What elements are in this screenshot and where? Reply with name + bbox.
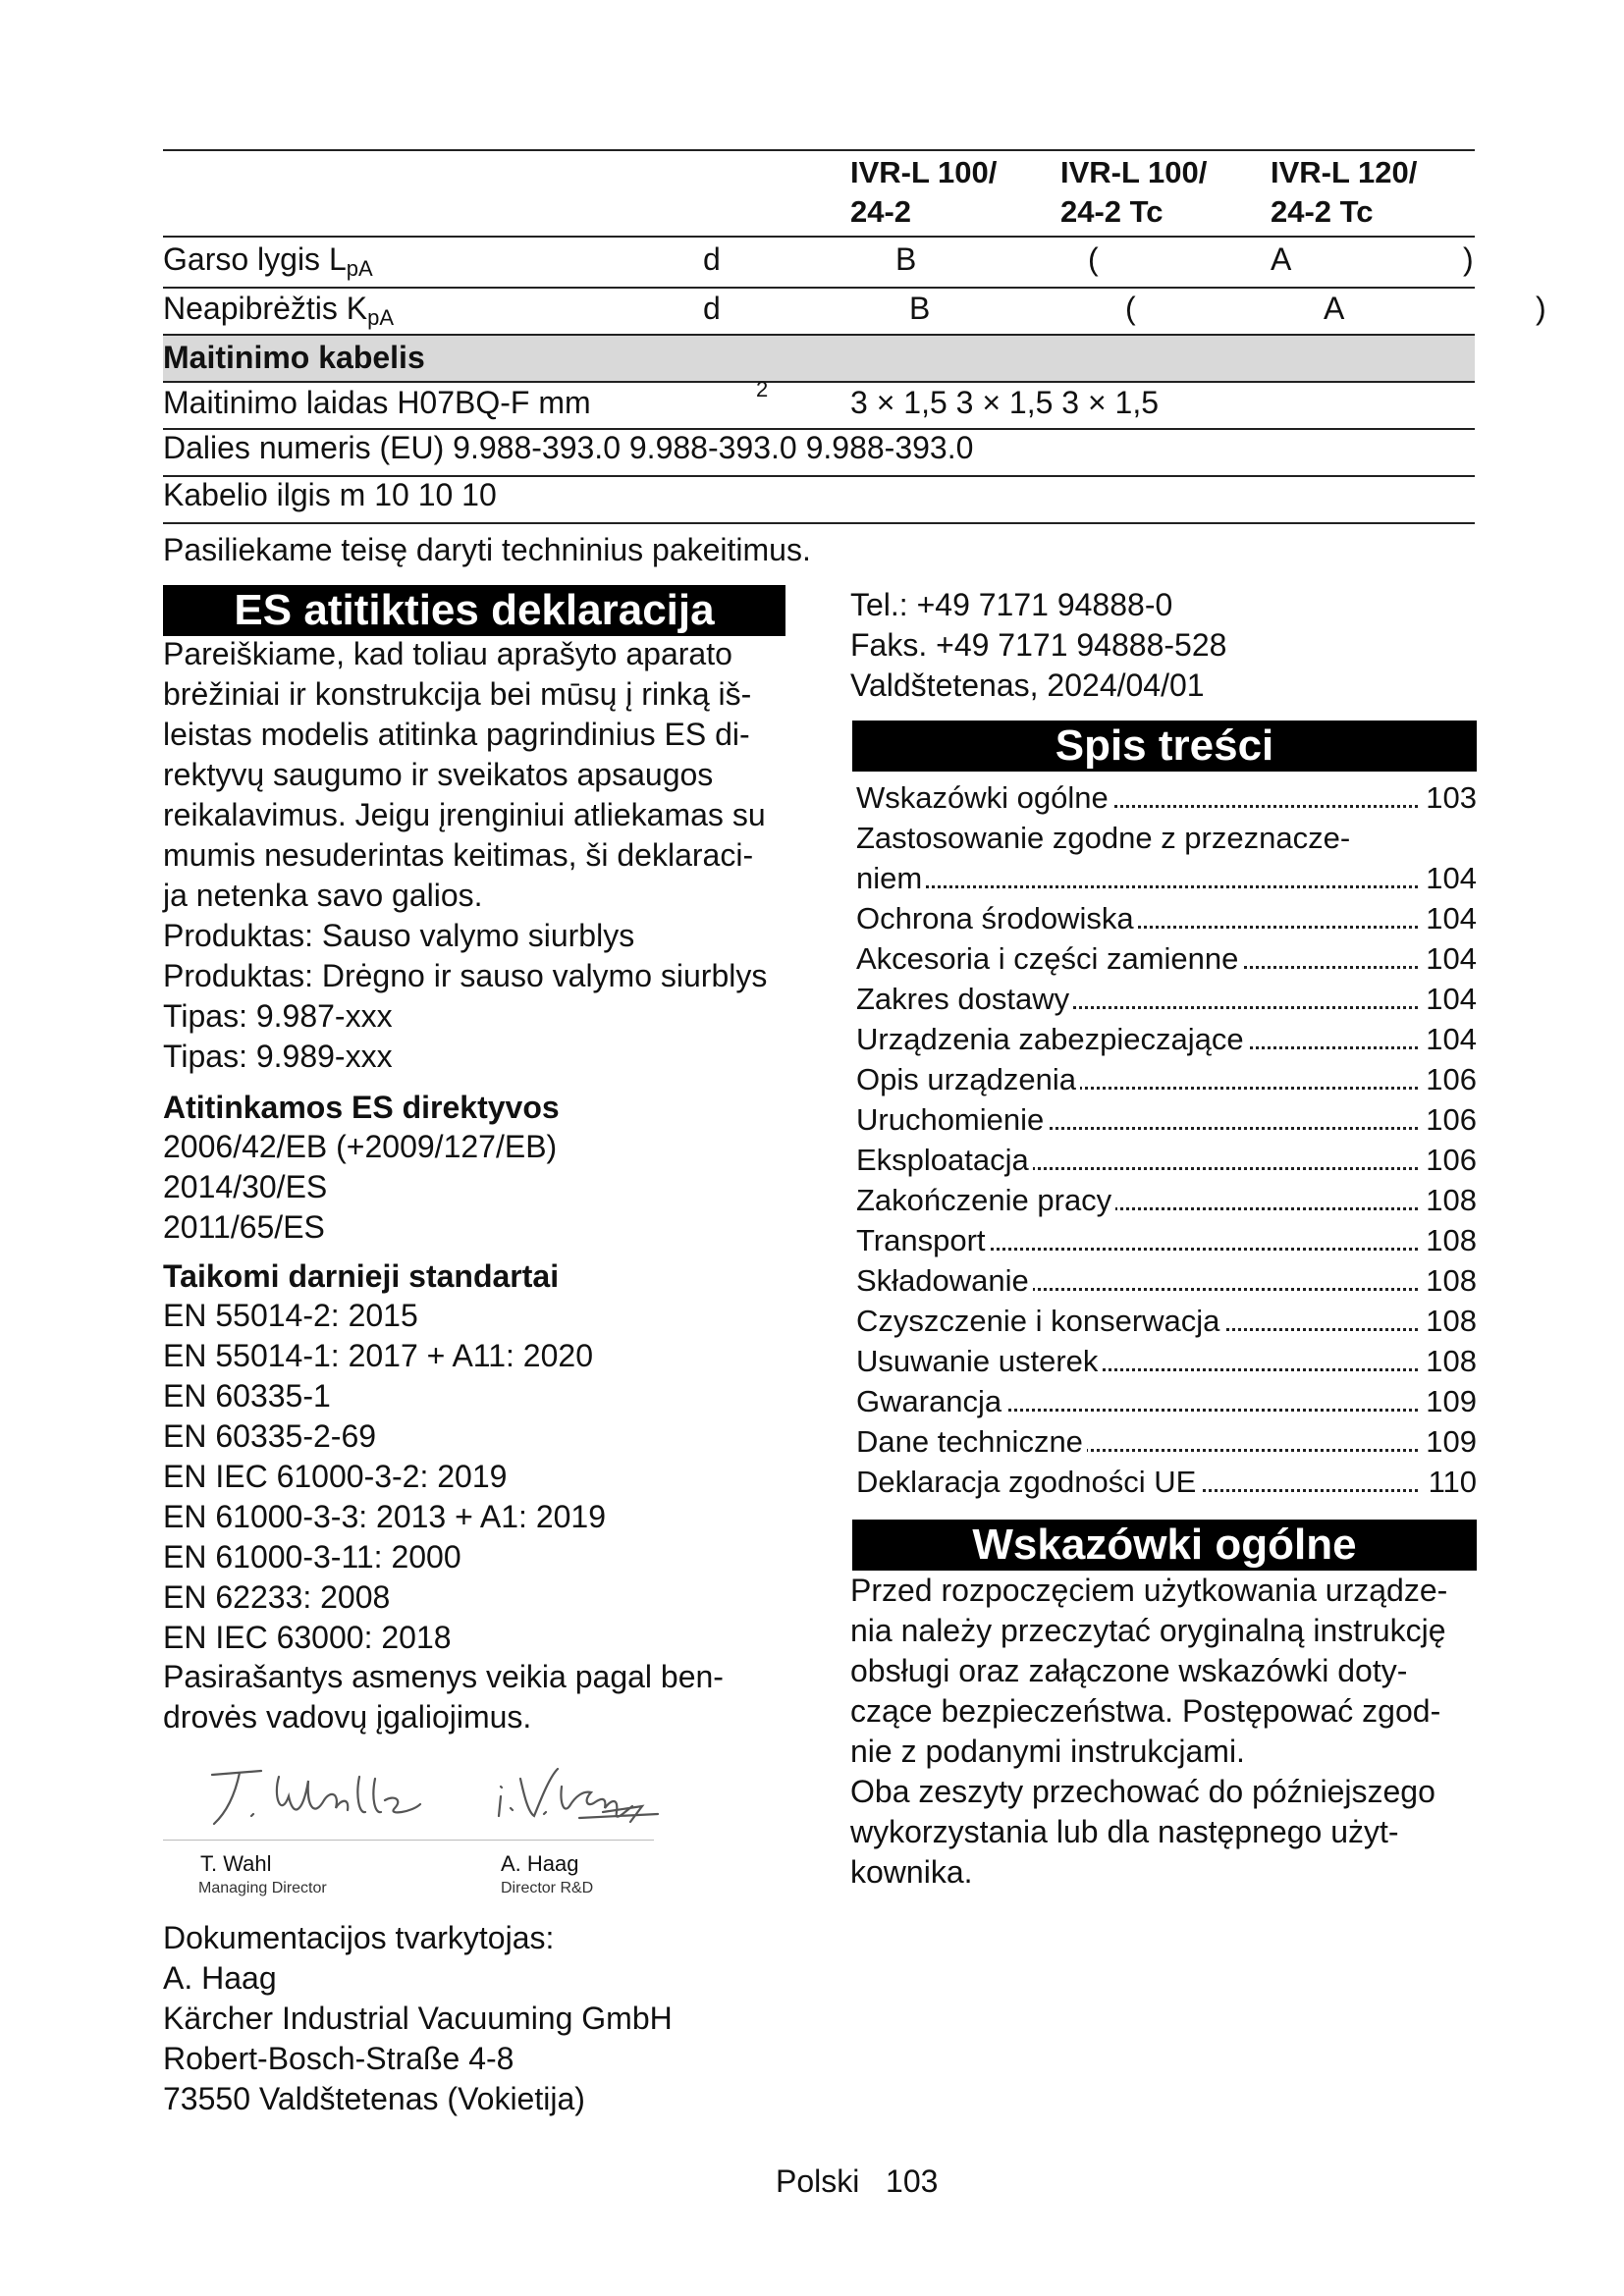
table-cell: 3 × 1,5 3 × 1,5 3 × 1,5 (850, 385, 1160, 420)
table-cell: ( (1088, 241, 1099, 277)
signature-haag (485, 1757, 681, 1836)
table-superscript: 2 (756, 377, 769, 401)
column-header-3: IVR-L 120/ 24-2 Tc (1271, 155, 1418, 229)
signer-title: Managing Director (198, 1880, 327, 1896)
table-section-title: Maitinimo kabelis (163, 340, 425, 375)
signer-name: T. Wahl (200, 1851, 272, 1876)
toc-entry[interactable]: Opis urządzenia 106 (856, 1059, 1477, 1099)
toc-entry[interactable]: Deklaracja zgodności UE 110 (856, 1462, 1477, 1502)
table-row-label: Garso lygis $L_{pA}$ (163, 241, 373, 281)
signer-title: Director R&D (501, 1880, 594, 1896)
table-row: Kabelio ilgis m 10 10 10 (163, 477, 497, 512)
directives-list: 2006/42/EB (+2009/127/EB) 2014/30/ES 2011/65/ES (163, 1129, 558, 1245)
declaration-title: ES atitikties deklaracija (163, 585, 785, 636)
signers-note: Pasirašantys asmenys veikia pagal ben- drovės vadovų įgaliojimus. (163, 1659, 724, 1735)
toc-entry[interactable]: Dane techniczne 109 (856, 1421, 1477, 1462)
table-cell: A (1271, 241, 1292, 277)
contact-info: Tel.: +49 7171 94888-0 Faks. +49 7171 94888-528 Valdštetenas, 2024/04/01 (850, 587, 1227, 703)
toc-entry[interactable]: Transport 108 (856, 1220, 1477, 1260)
toc-entry[interactable]: Składowanie 108 (856, 1260, 1477, 1301)
toc-entry[interactable]: Zakres dostawy 104 (856, 979, 1477, 1019)
toc-entry[interactable]: Urządzenia zabezpieczające 104 (856, 1019, 1477, 1059)
signer-name: A. Haag (501, 1851, 579, 1876)
toc-entry[interactable]: Ochrona środowiska 104 (856, 898, 1477, 938)
footer-language: Polski (776, 2163, 860, 2199)
toc-title: Spis treści (852, 721, 1477, 772)
column-header-2: IVR-L 100/ 24-2 Tc (1060, 155, 1208, 229)
table-bottom-rule (163, 522, 1475, 524)
general-notes-text: Przed rozpoczęciem użytkowania urządze- nia należy przeczytać oryginalną instrukcję obsługi oraz załączone wskazówki doty- czące bezpieczeństwa. Postępować zgod- nie z podanymi instrukcjami. Oba zeszyty przechować do późniejszego wykorzystania lub dla następnego użyt- kownika. (850, 1573, 1448, 1890)
toc-entry[interactable]: Zakończenie pracy 108 (856, 1180, 1477, 1220)
column-header-1: IVR-L 100/ 24-2 (850, 155, 998, 229)
declaration-intro: Pareiškiame, kad toliau aprašyto aparato brėžiniai ir konstrukcija bei mūsų į rinką iš- leistas modelis atitinka pagrindinius ES di- rektyvų saugumo ir sveikatos apsaugos reikalavimus. Jeigu įrenginiui atliekamas su mumis nesuderintas keitimas, ši deklaraci- ja netenka savo galios. Produktas: Sauso valymo siurblys Produktas: Drėgno ir sauso valymo siurblys Tipas: 9.987-xxx Tipas: 9.989-xxx (163, 636, 768, 1074)
table-cell: ) (1463, 241, 1474, 277)
page-number: 103 (886, 2163, 939, 2199)
toc-entry[interactable]: Uruchomienie 106 (856, 1099, 1477, 1140)
page-footer (776, 2162, 938, 2202)
table-rule (163, 236, 1475, 238)
toc-entry[interactable]: Akcesoria i części zamienne 104 (856, 938, 1477, 979)
table-row: Dalies numeris (EU) 9.988-393.0 9.988-393.0 9.988-393.0 (163, 430, 974, 465)
general-notes-title: Wskazówki ogólne (852, 1520, 1477, 1571)
table-cell: B (909, 291, 931, 326)
toc-entry[interactable]: niem 104 (856, 858, 1477, 898)
table-cell: B (895, 241, 917, 277)
documentation-manager: Dokumentacijos tvarkytojas: A. Haag Kärcher Industrial Vacuuming GmbH Robert-Bosch-Straße 4-8 73550 Valdštetenas (Vokietija) (163, 1920, 673, 2116)
toc-entry[interactable]: Czyszczenie i konserwacja 108 (856, 1301, 1477, 1341)
table-row-label: Neapibrėžtis $K_{pA}$ (163, 291, 395, 330)
toc-entry[interactable]: Wskazówki ogólne 103 (856, 777, 1477, 818)
technical-changes-note: Pasiliekame teisę daryti techninius pakeitimus. (163, 532, 811, 567)
signature-wahl (192, 1757, 448, 1836)
signature-rule (163, 1840, 654, 1841)
table-cell: d (703, 291, 721, 326)
table-cell: ( (1125, 291, 1136, 326)
table-cell: d (703, 241, 721, 277)
toc-entry-first-line[interactable]: Zastosowanie zgodne z przeznacze- (856, 821, 1351, 855)
standards-list: EN 55014-2: 2015 EN 55014-1: 2017 + A11: 2020 EN 60335-1 EN 60335-2-69 EN IEC 61000-3-2: 2019 EN 61000-3-3: 2013 + A1: 2019 EN 61000-3-11: 2000 EN 62233: 2008 EN IEC 63000: 2018 (163, 1298, 607, 1655)
toc-entry[interactable]: Gwarancja 109 (856, 1381, 1477, 1421)
table-row-label: Maitinimo laidas H07BQ-F mm (163, 385, 591, 420)
table-cell: A (1324, 291, 1345, 326)
directives-heading: Atitinkamos ES direktyvos (163, 1090, 560, 1125)
standards-heading: Taikomi darnieji standartai (163, 1258, 560, 1294)
toc-entry[interactable]: Eksploatacja 106 (856, 1140, 1477, 1180)
table-top-rule (163, 149, 1475, 151)
table-cell: ) (1536, 291, 1546, 326)
toc-entry[interactable]: Usuwanie usterek 108 (856, 1341, 1477, 1381)
